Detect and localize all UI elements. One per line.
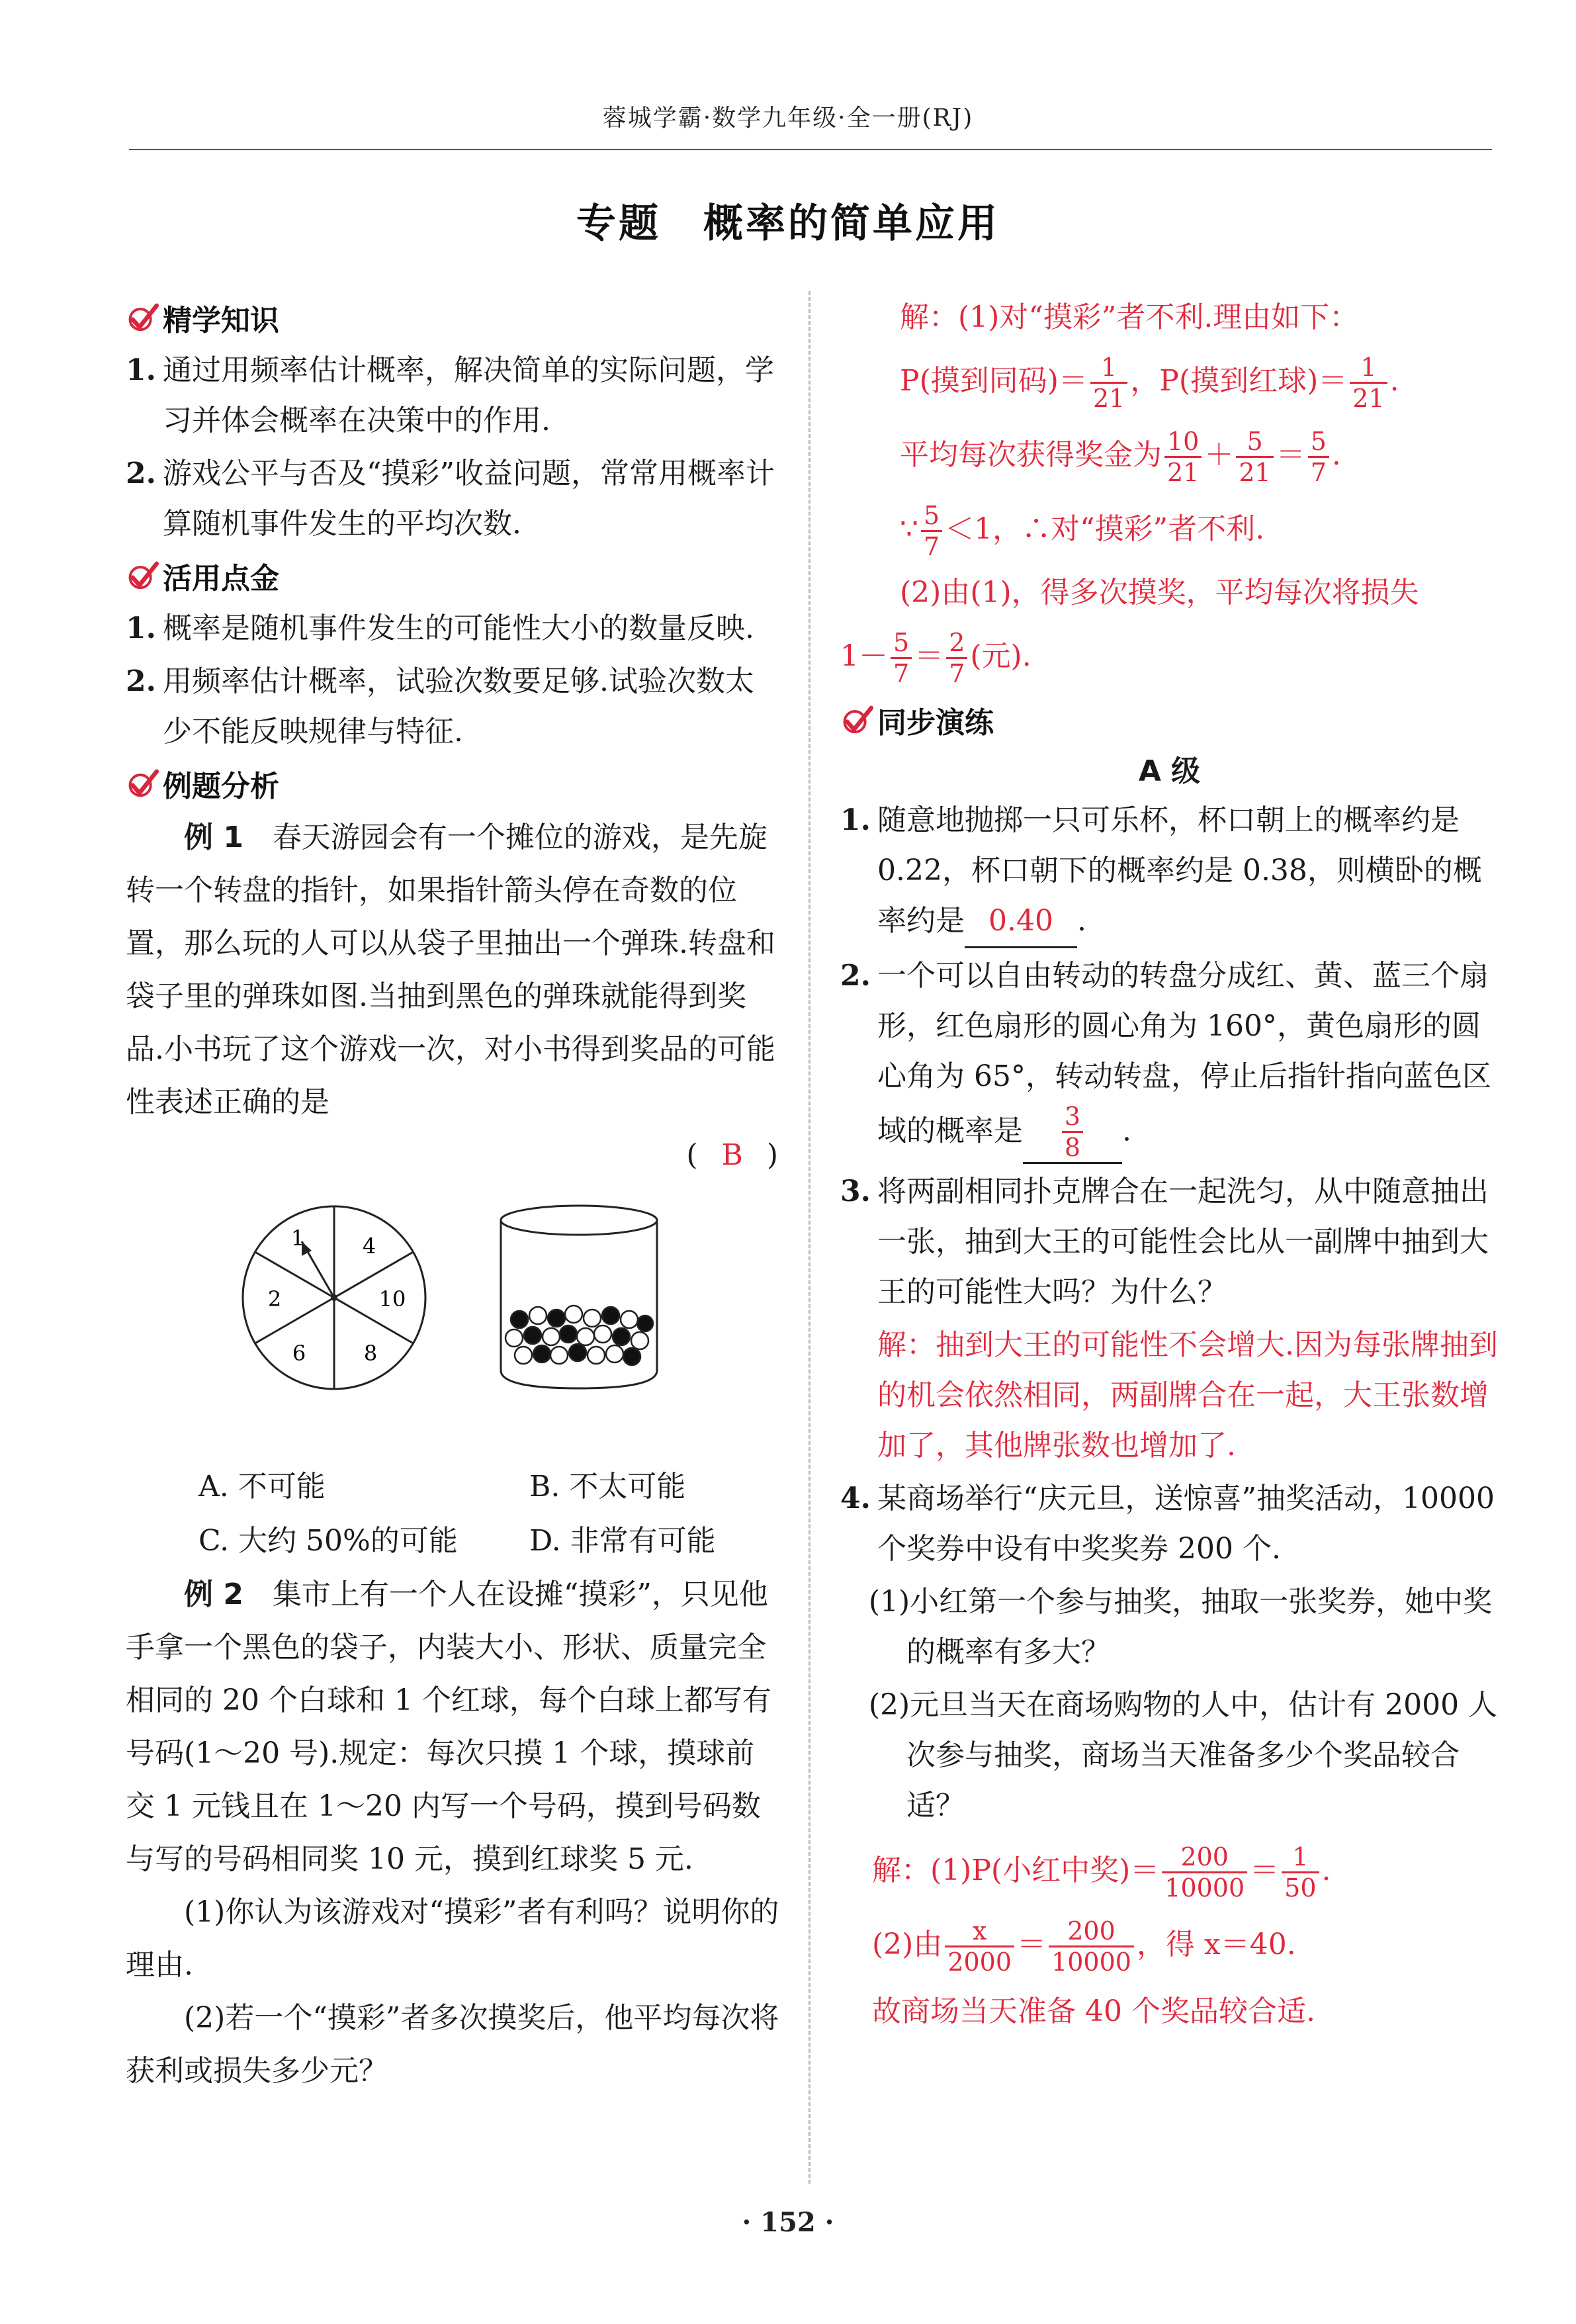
fraction — [1308, 427, 1329, 487]
practice-question-1 — [840, 795, 1499, 948]
choice-d: D. 非常有可能 — [529, 1524, 716, 1558]
section-heading-knowledge — [126, 296, 781, 339]
fraction — [1049, 1916, 1134, 1977]
choice-b: B. 不太可能 — [529, 1470, 686, 1503]
page-number: · 152 · — [742, 2207, 834, 2238]
denominator: 21 — [1352, 384, 1385, 413]
practice-question-4-sub2 — [840, 1680, 1499, 1831]
question-text: 将两副相同扑克牌合在一起洗匀，从中随意抽出一张，抽到大王的可能性会比从一副牌中抽到大王的可能性大吗？为什么？ — [877, 1175, 1489, 1309]
check-icon — [840, 703, 875, 737]
fraction — [945, 1916, 1014, 1977]
example-1-answer — [126, 1129, 781, 1182]
question-text: 小红第一个参与抽奖，抽取一张奖券，她中奖的概率有多大？ — [906, 1585, 1493, 1669]
practice-answer-3: 解：抽到大王的可能性不会增大.因为每张牌抽到的机会依然相同，两副牌合在一起，大王张数增加了，其他牌张数也增加了. — [877, 1328, 1498, 1462]
question-text: 若一个“摸彩”者多次摸奖后，他平均每次将获利或损失多少元？ — [126, 2001, 779, 2088]
check-icon — [126, 300, 160, 335]
example-text: 春天游园会有一个摊位的游戏，是先旋转一个转盘的指针，如果指针箭头停在奇数的位置，那么玩的人可以从袋子里抽出一个弹珠.转盘和袋子里的弹珠如图.当抽到黑色的弹珠就能得到奖品.小书玩了这个游戏一次，对小书得到奖品的可能性表述正确的是 — [126, 821, 775, 1119]
item-text: 游戏公平与否及“摸彩”收益问题，常常用概率计算随机事件发生的平均次数. — [163, 457, 775, 541]
practice-question-4 — [840, 1474, 1499, 1574]
item-text: 概率是随机事件发生的可能性大小的数量反映. — [163, 611, 754, 645]
practice-question-2 — [840, 951, 1499, 1164]
numerator: 2 — [946, 628, 967, 659]
item-text: 通过用频率估计概率，解决简单的实际问题，学习并体会概率在决策中的作用. — [163, 353, 774, 437]
answer-blank — [1023, 1102, 1122, 1164]
denominator: 10000 — [1164, 1873, 1245, 1902]
practice-question-4-sub1 — [840, 1577, 1499, 1677]
denominator: 7 — [924, 532, 940, 561]
question-lead: (2) — [868, 1688, 910, 1722]
fraction — [1350, 353, 1387, 413]
numerator: 1 — [1350, 353, 1387, 384]
spinner-number: 8 — [363, 1341, 378, 1366]
numerator: 3 — [1062, 1102, 1083, 1133]
solution-text: ＝ — [914, 639, 944, 673]
solution-text: (2)由 — [872, 1928, 943, 1961]
fraction — [1162, 1842, 1247, 1902]
question-lead: (1) — [868, 1585, 910, 1619]
running-header: 蓉城学霸·数学九年级·全一册(RJ) — [602, 105, 974, 132]
question-text: 某商场举行“庆元旦，送惊喜”抽奖活动，10000 个奖券中设有中奖奖券 200 个. — [877, 1482, 1495, 1566]
section-heading-tips — [126, 555, 781, 597]
tips-item — [126, 603, 781, 654]
solution-probabilities — [840, 344, 1499, 418]
solution-average — [840, 418, 1499, 492]
example-1-figures — [126, 1202, 781, 1453]
spinner-figure — [238, 1202, 430, 1394]
solution-part2: (2)由(1)，得多次摸奖，平均每次将损失 — [900, 576, 1419, 609]
page-title: 专题 概率的简单应用 — [576, 201, 1000, 247]
question-text: 你认为该游戏对“摸彩”者有利吗？说明你的理由. — [126, 1895, 779, 1982]
paren-right: ) — [766, 1138, 778, 1172]
spinner-number: 10 — [378, 1286, 406, 1312]
section-title: 同步演练 — [877, 706, 994, 740]
solution-text: ＝ — [1017, 1928, 1047, 1961]
spinner-number: 4 — [362, 1233, 376, 1259]
tips-item — [126, 656, 781, 757]
practice-answer-4-conclusion: 故商场当天准备 40 个奖品较合适. — [872, 1994, 1315, 2028]
denominator: 21 — [1167, 458, 1200, 487]
check-icon — [126, 766, 160, 801]
spinner-number: 2 — [267, 1286, 282, 1312]
because-symbol: ∵ — [900, 512, 918, 546]
fraction — [1282, 1842, 1319, 1902]
fraction — [1164, 427, 1202, 487]
solution-text: 1－ — [840, 639, 888, 673]
example-1 — [126, 811, 781, 1129]
section-heading-examples — [126, 762, 781, 805]
choice-c: C. 大约 50%的可能 — [198, 1524, 458, 1558]
spinner-number: 6 — [292, 1341, 306, 1366]
header-rule — [129, 149, 1492, 150]
fraction — [946, 628, 967, 688]
solution-text: ，P(摸到红球)＝ — [1130, 364, 1348, 398]
numerator: 10 — [1164, 427, 1202, 458]
numerator: 200 — [1162, 1842, 1247, 1873]
practice-question-3 — [840, 1167, 1499, 1318]
example-2-question-2 — [126, 1992, 781, 2098]
choice-row — [126, 1514, 781, 1568]
question-number: 1. — [840, 803, 871, 837]
left-column — [126, 291, 781, 2098]
question-text: 元旦当天在商场购物的人中，估计有 2000 人次参与抽奖，商场当天准备多少个奖品较合适？ — [906, 1688, 1498, 1822]
level-heading: A 级 — [1138, 754, 1201, 788]
example-label: 例 2 — [184, 1578, 243, 1611]
choice-row — [126, 1460, 781, 1514]
denominator: 7 — [1310, 458, 1327, 487]
example-2-question-1 — [126, 1886, 781, 1992]
denominator: 7 — [893, 659, 910, 688]
solution-text: . — [1389, 364, 1399, 398]
question-number: 2. — [840, 959, 871, 993]
column-divider — [809, 291, 810, 2184]
solution-text: . — [1331, 438, 1341, 472]
fraction — [1090, 353, 1127, 413]
paren-left: ( — [686, 1138, 698, 1172]
item-text: 用频率估计概率，试验次数要足够.试验次数太少不能反映规律与特征. — [163, 664, 754, 748]
fraction — [921, 501, 942, 561]
fraction — [891, 628, 912, 688]
choice-a: A. 不可能 — [198, 1470, 326, 1503]
denominator: 8 — [1064, 1133, 1081, 1162]
knowledge-item — [126, 345, 781, 446]
numerator: 5 — [921, 501, 942, 532]
denominator: 21 — [1092, 384, 1125, 413]
question-lead: (1) — [184, 1895, 226, 1929]
check-icon — [126, 559, 160, 593]
question-text: 一个可以自由转动的转盘分成红、黄、蓝三个扇形，红色扇形的圆心角为 160°，黄色扇形的圆心角为 65°，转动转盘，停止后指针指向蓝色区域的概率是 — [877, 959, 1491, 1148]
solution-text: 解：(1)P(小红中奖)＝ — [872, 1854, 1160, 1887]
solution-text: ＋ — [1204, 438, 1234, 472]
numerator: 1 — [1090, 353, 1127, 384]
example-label: 例 1 — [184, 821, 243, 854]
spinner-number: 1 — [290, 1226, 305, 1251]
numerator: 200 — [1049, 1916, 1134, 1947]
section-title: 精学知识 — [163, 304, 279, 337]
solution-text: (元). — [970, 639, 1031, 673]
denominator: 10000 — [1051, 1947, 1131, 1977]
item-number: 2. — [126, 664, 156, 698]
section-title: 例题分析 — [163, 770, 279, 803]
knowledge-item — [126, 449, 781, 549]
item-number: 2. — [126, 457, 156, 490]
solution-text: ，得 x＝40. — [1136, 1928, 1296, 1961]
example-2 — [126, 1568, 781, 1886]
denominator: 7 — [949, 659, 965, 688]
numerator: x — [945, 1916, 1014, 1947]
solution-conclusion — [840, 492, 1499, 566]
marble-jar-figure — [493, 1202, 665, 1394]
example-text: 集市上有一个人在设摊“摸彩”，只见他手拿一个黑色的袋子，内装大小、形状、质量完全相同的 20 个白球和 1 个红球，每个白球上都写有号码(1～20 号).规定：每次只摸 1 个球，摸球前交 1 元钱且在 1～20 内写一个号码，摸到号码数与写的号码相同奖 10 元，摸到红球奖 5 元. — [126, 1578, 771, 1876]
solution-text: . — [1321, 1854, 1331, 1887]
question-number: 4. — [840, 1482, 871, 1515]
solution-text: ＜1，∴对“摸彩”者不利. — [945, 512, 1265, 546]
fraction — [1062, 1102, 1083, 1162]
question-text: . — [1077, 904, 1086, 938]
solution-text: P(摸到同码)＝ — [900, 364, 1088, 398]
question-text: . — [1122, 1114, 1131, 1148]
practice-answer-4-part1 — [840, 1834, 1499, 1908]
question-number: 3. — [840, 1175, 871, 1208]
question-text: 随意地抛掷一只可乐杯，杯口朝上的概率约是 0.22，杯口朝下的概率约是 0.38，则横卧的概率约是 — [877, 803, 1482, 938]
section-heading-practice — [840, 699, 1499, 741]
numerator: 5 — [891, 628, 912, 659]
solution-text: ＝ — [1276, 438, 1305, 472]
denominator: 21 — [1239, 458, 1271, 487]
numerator: 5 — [1308, 427, 1329, 458]
denominator: 50 — [1284, 1873, 1317, 1902]
solution-loss — [840, 619, 1499, 693]
item-number: 1. — [126, 611, 156, 645]
numerator: 5 — [1236, 427, 1273, 458]
answer-letter: B — [721, 1138, 743, 1172]
item-number: 1. — [126, 353, 156, 387]
right-column — [840, 291, 1499, 2041]
question-lead: (2) — [184, 2001, 226, 2035]
solution-text: 平均每次获得奖金为 — [900, 438, 1162, 472]
fraction — [1236, 427, 1273, 487]
section-title: 活用点金 — [163, 562, 279, 596]
solution-text: ＝ — [1250, 1854, 1280, 1887]
numerator: 1 — [1282, 1842, 1319, 1873]
denominator: 2000 — [947, 1947, 1012, 1977]
solution-line: 解：(1)对“摸彩”者不利.理由如下： — [900, 300, 1359, 334]
practice-answer-4-part2 — [840, 1908, 1499, 1982]
answer-blank: 0.40 — [965, 896, 1077, 948]
